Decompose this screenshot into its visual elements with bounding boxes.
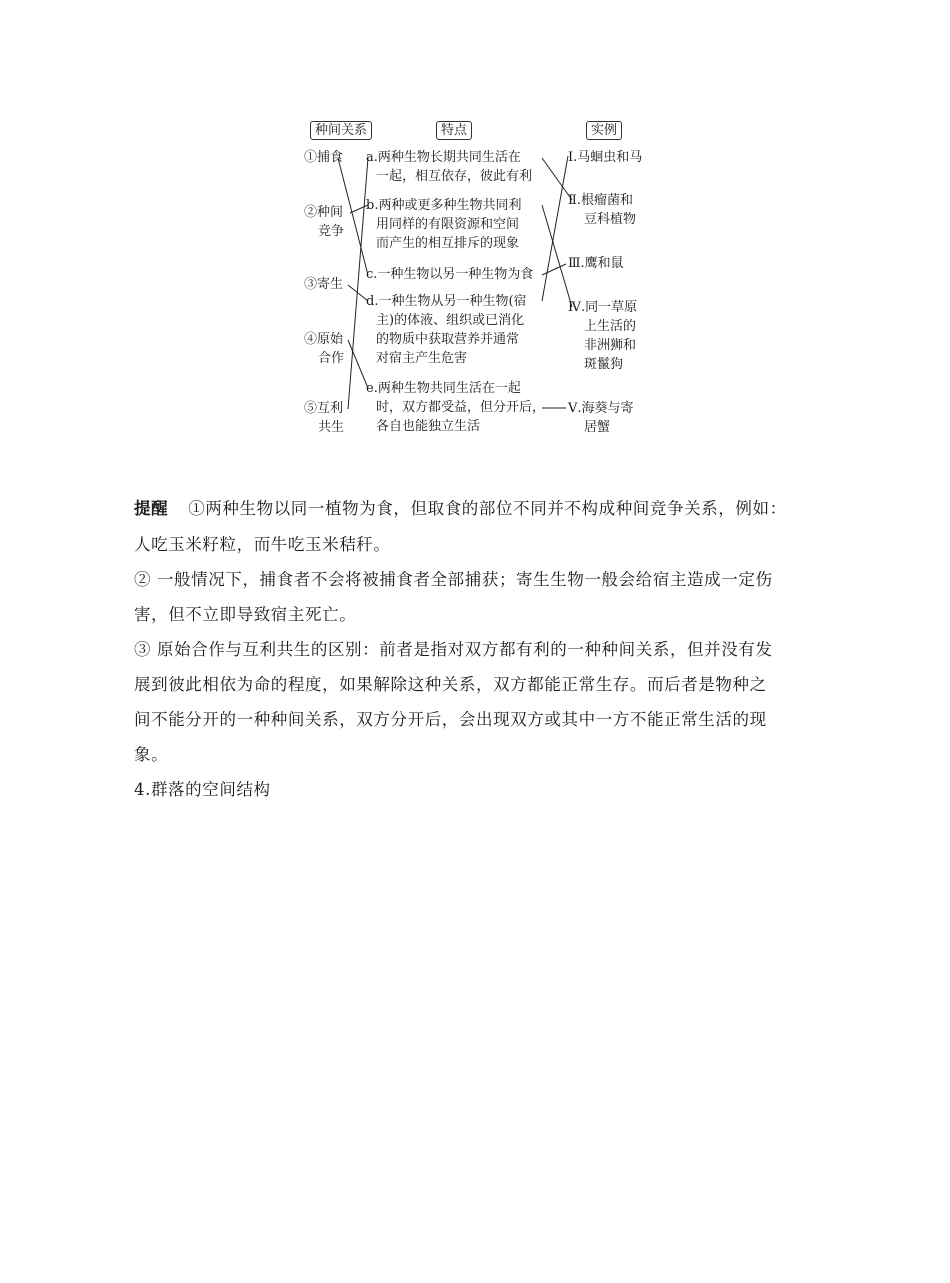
- tip-line-4: 害，但不立即导致宿主死亡。: [134, 605, 357, 624]
- header-example: 实例: [586, 121, 622, 140]
- example-V: Ⅴ.海葵与寄 居蟹: [568, 401, 634, 435]
- example-IV: Ⅳ.同一草原 上生活的 非洲狮和 斑鬣狗: [568, 300, 638, 372]
- tip-line-3: ② 一般情况下，捕食者不会将被捕食者全部捕获；寄生生物一般会给宿主造成一定伤: [134, 570, 773, 589]
- relation-parasitism: ③寄生: [304, 277, 344, 292]
- tip-line-7: 间不能分开的一种种间关系，双方分开后，会出现双方或其中一方不能正常生活的现: [134, 710, 767, 729]
- tip-line-1: 提醒 ①两种生物以同一植物为食，但取食的部位不同并不构成种间竞争关系，例如：: [134, 499, 787, 518]
- tip-label: 提醒: [134, 499, 169, 518]
- connector-protocooperation-e: [348, 340, 368, 388]
- example-I: Ⅰ.马蛔虫和马: [568, 150, 643, 165]
- tip-line-2: 人吃玉米籽粒，而牛吃玉米秸秆。: [134, 535, 391, 554]
- feature-a: a.两种生物长期共同生活在 一起，相互依存，彼此有利: [366, 150, 533, 184]
- connector-mutualism-a: [348, 158, 368, 409]
- feature-d: d.一种生物从另一种生物(宿 主)的体液、组织或已消化 的物质中获取营养并通常 对宿主产生危害: [366, 294, 527, 366]
- example-II: Ⅱ.根瘤菌和 豆科植物: [568, 193, 637, 227]
- feature-b: b.两种或更多种生物共同利 用同样的有限资源和空间 而产生的相互排斥的现象: [366, 198, 522, 251]
- feature-e: e.两种生物共同生活在一起 时，双方都受益，但分开后， 各自也能独立生活: [366, 381, 546, 434]
- tip-line-6: 展到彼此相依为命的程度，如果解除这种关系，双方都能正常生存。而后者是物种之: [134, 675, 767, 694]
- tip-line-8: 象。: [134, 745, 169, 764]
- header-relation: 种间关系: [310, 121, 372, 140]
- relation-competition: ②种间 竞争: [304, 205, 345, 239]
- header-feature: 特点: [436, 121, 472, 140]
- example-III: Ⅲ.鹰和鼠: [568, 256, 624, 271]
- relation-protocooperation: ④原始 合作: [304, 332, 345, 366]
- relation-mutualism: ⑤互利 共生: [304, 401, 345, 435]
- tip-line-5: ③ 原始合作与互利共生的区别：前者是指对双方都有利的一种种间关系，但并没有发: [134, 640, 773, 659]
- feature-c: c.一种生物以另一种生物为食: [366, 267, 534, 282]
- relation-predation: ①捕食: [304, 150, 344, 165]
- species-relationship-diagram: [290, 112, 670, 447]
- section-title: 4.群落的空间结构: [134, 780, 271, 799]
